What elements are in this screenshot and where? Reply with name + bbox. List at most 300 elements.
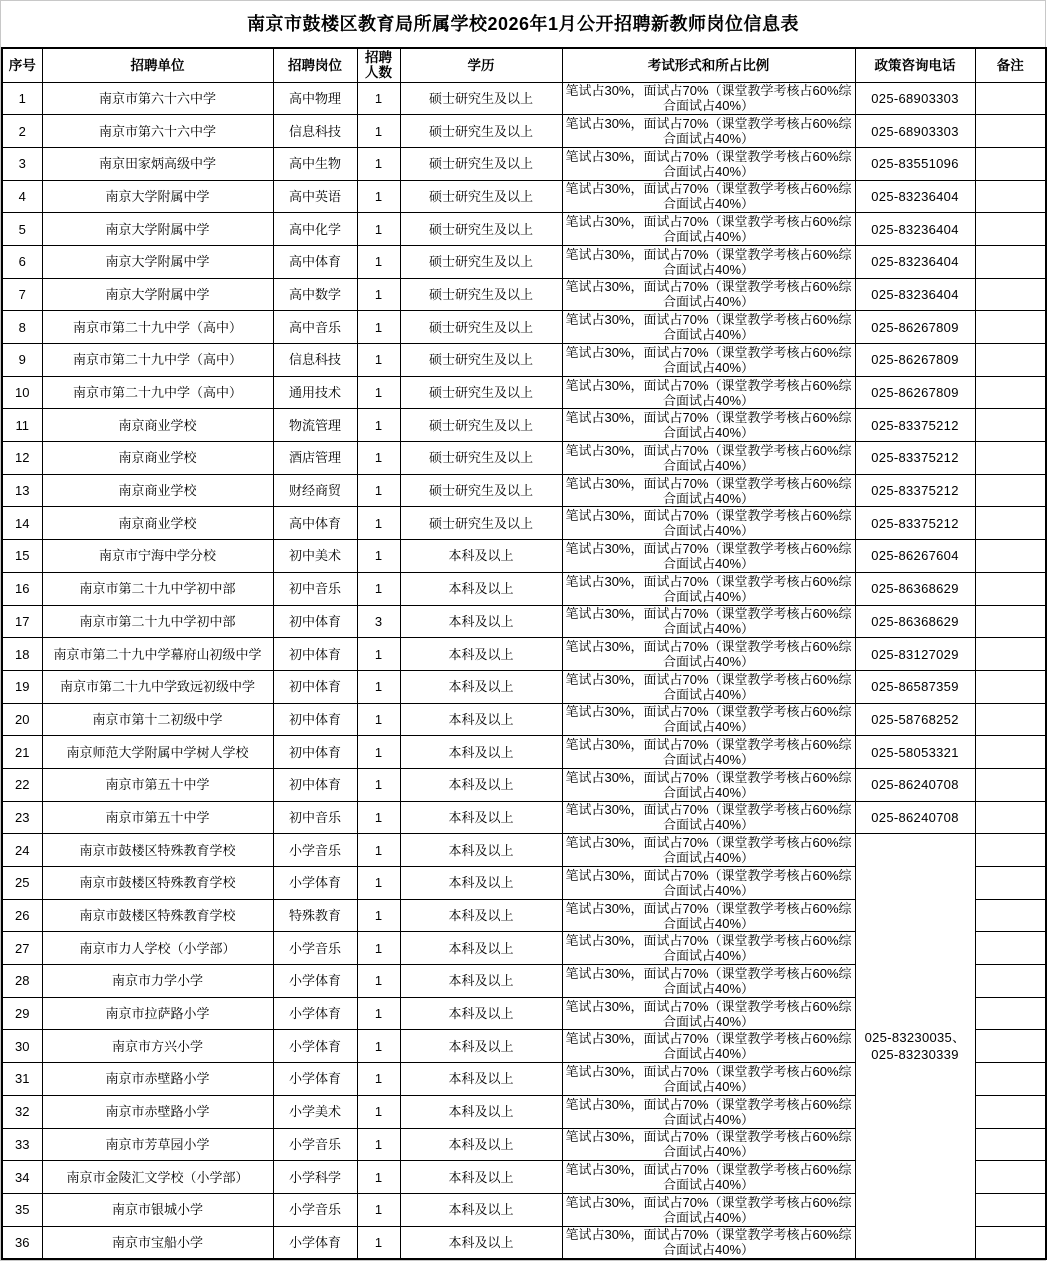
cell-exam: 笔试占30%，面试占70%（课堂教学考核占60%综合面试占40%）	[562, 245, 855, 278]
cell-remark	[975, 834, 1046, 867]
cell-remark	[975, 867, 1046, 900]
cell-unit: 南京大学附属中学	[42, 180, 273, 213]
cell-unit: 南京市鼓楼区特殊教育学校	[42, 834, 273, 867]
cell-remark	[975, 768, 1046, 801]
cell-remark	[975, 1193, 1046, 1226]
cell-position: 物流管理	[273, 409, 357, 442]
table-body	[2, 82, 1046, 1259]
table-row	[2, 245, 1046, 278]
cell-position: 高中生物	[273, 147, 357, 180]
cell-position: 高中体育	[273, 245, 357, 278]
table-row	[2, 507, 1046, 540]
cell-no: 32	[2, 1095, 42, 1128]
table-row	[2, 311, 1046, 344]
cell-education: 硕士研究生及以上	[400, 115, 562, 148]
cell-remark	[975, 82, 1046, 115]
cell-position: 小学体育	[273, 867, 357, 900]
cell-no: 17	[2, 605, 42, 638]
cell-unit: 南京市拉萨路小学	[42, 997, 273, 1030]
cell-education: 硕士研究生及以上	[400, 213, 562, 246]
cell-exam: 笔试占30%，面试占70%（课堂教学考核占60%综合面试占40%）	[562, 180, 855, 213]
cell-count: 1	[357, 965, 400, 998]
cell-education: 本科及以上	[400, 736, 562, 769]
cell-phone: 025-83375212	[855, 474, 975, 507]
cell-position: 高中数学	[273, 278, 357, 311]
cell-position: 小学音乐	[273, 1193, 357, 1226]
table-row	[2, 409, 1046, 442]
cell-position: 高中英语	[273, 180, 357, 213]
cell-phone: 025-86267809	[855, 344, 975, 377]
cell-exam: 笔试占30%，面试占70%（课堂教学考核占60%综合面试占40%）	[562, 703, 855, 736]
cell-education: 硕士研究生及以上	[400, 474, 562, 507]
cell-exam: 笔试占30%，面试占70%（课堂教学考核占60%综合面试占40%）	[562, 801, 855, 834]
cell-position: 小学体育	[273, 1063, 357, 1096]
cell-remark	[975, 311, 1046, 344]
cell-count: 1	[357, 115, 400, 148]
col-header-unit: 招聘单位	[42, 48, 273, 82]
cell-no: 4	[2, 180, 42, 213]
cell-count: 1	[357, 638, 400, 671]
cell-no: 24	[2, 834, 42, 867]
cell-education: 本科及以上	[400, 605, 562, 638]
cell-position: 小学体育	[273, 1226, 357, 1259]
table-row	[2, 768, 1046, 801]
cell-education: 本科及以上	[400, 867, 562, 900]
cell-unit: 南京市第二十九中学幕府山初级中学	[42, 638, 273, 671]
cell-no: 13	[2, 474, 42, 507]
cell-unit: 南京商业学校	[42, 474, 273, 507]
cell-remark	[975, 965, 1046, 998]
cell-count: 1	[357, 409, 400, 442]
cell-unit: 南京师范大学附属中学树人学校	[42, 736, 273, 769]
cell-remark	[975, 1030, 1046, 1063]
cell-education: 硕士研究生及以上	[400, 442, 562, 475]
cell-unit: 南京市第二十九中学（高中）	[42, 344, 273, 377]
cell-exam: 笔试占30%，面试占70%（课堂教学考核占60%综合面试占40%）	[562, 1128, 855, 1161]
col-header-count: 招聘人数	[357, 48, 400, 82]
cell-phone: 025-83375212	[855, 442, 975, 475]
cell-unit: 南京市第二十九中学致远初级中学	[42, 670, 273, 703]
cell-phone: 025-86240708	[855, 801, 975, 834]
cell-position: 初中音乐	[273, 572, 357, 605]
cell-count: 1	[357, 1193, 400, 1226]
cell-unit: 南京大学附属中学	[42, 278, 273, 311]
cell-count: 1	[357, 801, 400, 834]
cell-exam: 笔试占30%，面试占70%（课堂教学考核占60%综合面试占40%）	[562, 670, 855, 703]
cell-no: 14	[2, 507, 42, 540]
cell-remark	[975, 605, 1046, 638]
cell-exam: 笔试占30%，面试占70%（课堂教学考核占60%综合面试占40%）	[562, 442, 855, 475]
cell-education: 硕士研究生及以上	[400, 147, 562, 180]
table-row	[2, 605, 1046, 638]
cell-remark	[975, 540, 1046, 573]
cell-unit: 南京市第六十六中学	[42, 115, 273, 148]
cell-exam: 笔试占30%，面试占70%（课堂教学考核占60%综合面试占40%）	[562, 540, 855, 573]
cell-remark	[975, 180, 1046, 213]
cell-phone: 025-86267809	[855, 376, 975, 409]
cell-count: 1	[357, 1095, 400, 1128]
cell-position: 初中美术	[273, 540, 357, 573]
cell-exam: 笔试占30%，面试占70%（课堂教学考核占60%综合面试占40%）	[562, 638, 855, 671]
cell-no: 1	[2, 82, 42, 115]
cell-position: 初中音乐	[273, 801, 357, 834]
cell-no: 18	[2, 638, 42, 671]
cell-unit: 南京大学附属中学	[42, 245, 273, 278]
cell-no: 22	[2, 768, 42, 801]
cell-count: 1	[357, 670, 400, 703]
cell-position: 高中化学	[273, 213, 357, 246]
cell-remark	[975, 115, 1046, 148]
cell-remark	[975, 245, 1046, 278]
cell-count: 3	[357, 605, 400, 638]
cell-no: 15	[2, 540, 42, 573]
cell-count: 1	[357, 540, 400, 573]
cell-count: 1	[357, 213, 400, 246]
cell-no: 20	[2, 703, 42, 736]
cell-remark	[975, 1063, 1046, 1096]
table-row	[2, 442, 1046, 475]
col-header-education: 学历	[400, 48, 562, 82]
cell-education: 本科及以上	[400, 997, 562, 1030]
cell-exam: 笔试占30%，面试占70%（课堂教学考核占60%综合面试占40%）	[562, 899, 855, 932]
cell-unit: 南京市宁海中学分校	[42, 540, 273, 573]
cell-unit: 南京市鼓楼区特殊教育学校	[42, 899, 273, 932]
cell-phone: 025-83375212	[855, 507, 975, 540]
cell-count: 1	[357, 899, 400, 932]
cell-no: 19	[2, 670, 42, 703]
table-row	[2, 670, 1046, 703]
cell-exam: 笔试占30%，面试占70%（课堂教学考核占60%综合面试占40%）	[562, 1095, 855, 1128]
cell-exam: 笔试占30%，面试占70%（课堂教学考核占60%综合面试占40%）	[562, 213, 855, 246]
cell-no: 12	[2, 442, 42, 475]
cell-phone: 025-86267604	[855, 540, 975, 573]
cell-count: 1	[357, 147, 400, 180]
cell-position: 初中体育	[273, 670, 357, 703]
cell-education: 本科及以上	[400, 1128, 562, 1161]
cell-remark	[975, 442, 1046, 475]
table-row	[2, 180, 1046, 213]
cell-remark	[975, 801, 1046, 834]
cell-remark	[975, 213, 1046, 246]
table-row	[2, 572, 1046, 605]
cell-no: 29	[2, 997, 42, 1030]
cell-unit: 南京市赤壁路小学	[42, 1063, 273, 1096]
cell-no: 27	[2, 932, 42, 965]
cell-no: 26	[2, 899, 42, 932]
cell-no: 25	[2, 867, 42, 900]
cell-position: 初中体育	[273, 703, 357, 736]
cell-unit: 南京市第二十九中学初中部	[42, 572, 273, 605]
cell-unit: 南京市方兴小学	[42, 1030, 273, 1063]
cell-exam: 笔试占30%，面试占70%（课堂教学考核占60%综合面试占40%）	[562, 115, 855, 148]
cell-remark	[975, 474, 1046, 507]
cell-no: 31	[2, 1063, 42, 1096]
cell-exam: 笔试占30%，面试占70%（课堂教学考核占60%综合面试占40%）	[562, 736, 855, 769]
cell-position: 小学音乐	[273, 932, 357, 965]
cell-no: 8	[2, 311, 42, 344]
col-header-phone: 政策咨询电话	[855, 48, 975, 82]
recruitment-table	[1, 47, 1047, 1260]
cell-education: 本科及以上	[400, 899, 562, 932]
cell-no: 10	[2, 376, 42, 409]
cell-no: 16	[2, 572, 42, 605]
cell-unit: 南京市赤壁路小学	[42, 1095, 273, 1128]
table-row	[2, 115, 1046, 148]
cell-education: 本科及以上	[400, 1095, 562, 1128]
cell-position: 高中音乐	[273, 311, 357, 344]
cell-education: 本科及以上	[400, 801, 562, 834]
table-row	[2, 801, 1046, 834]
cell-count: 1	[357, 507, 400, 540]
cell-no: 11	[2, 409, 42, 442]
cell-exam: 笔试占30%，面试占70%（课堂教学考核占60%综合面试占40%）	[562, 834, 855, 867]
col-header-no: 序号	[2, 48, 42, 82]
cell-position: 小学音乐	[273, 1128, 357, 1161]
cell-exam: 笔试占30%，面试占70%（课堂教学考核占60%综合面试占40%）	[562, 768, 855, 801]
cell-count: 1	[357, 867, 400, 900]
cell-no: 28	[2, 965, 42, 998]
cell-no: 9	[2, 344, 42, 377]
cell-phone: 025-68903303	[855, 82, 975, 115]
cell-exam: 笔试占30%，面试占70%（课堂教学考核占60%综合面试占40%）	[562, 572, 855, 605]
cell-count: 1	[357, 82, 400, 115]
table-row	[2, 376, 1046, 409]
cell-phone: 025-83375212	[855, 409, 975, 442]
cell-no: 7	[2, 278, 42, 311]
cell-phone: 025-83236404	[855, 213, 975, 246]
cell-phone: 025-86587359	[855, 670, 975, 703]
header-row	[2, 48, 1046, 82]
cell-position: 小学科学	[273, 1161, 357, 1194]
cell-count: 1	[357, 245, 400, 278]
cell-count: 1	[357, 344, 400, 377]
cell-count: 1	[357, 1063, 400, 1096]
cell-phone: 025-83236404	[855, 278, 975, 311]
cell-count: 1	[357, 1128, 400, 1161]
cell-exam: 笔试占30%，面试占70%（课堂教学考核占60%综合面试占40%）	[562, 147, 855, 180]
cell-position: 酒店管理	[273, 442, 357, 475]
cell-education: 硕士研究生及以上	[400, 409, 562, 442]
cell-remark	[975, 1128, 1046, 1161]
cell-education: 本科及以上	[400, 540, 562, 573]
cell-unit: 南京市力学小学	[42, 965, 273, 998]
cell-count: 1	[357, 180, 400, 213]
cell-unit: 南京市第五十中学	[42, 801, 273, 834]
table-row	[2, 344, 1046, 377]
cell-count: 1	[357, 997, 400, 1030]
table-row	[2, 703, 1046, 736]
cell-unit: 南京市鼓楼区特殊教育学校	[42, 867, 273, 900]
cell-education: 本科及以上	[400, 932, 562, 965]
cell-remark	[975, 147, 1046, 180]
cell-no: 30	[2, 1030, 42, 1063]
cell-phone: 025-58768252	[855, 703, 975, 736]
cell-education: 本科及以上	[400, 834, 562, 867]
cell-remark	[975, 899, 1046, 932]
cell-exam: 笔试占30%，面试占70%（课堂教学考核占60%综合面试占40%）	[562, 605, 855, 638]
cell-remark	[975, 507, 1046, 540]
cell-unit: 南京市力人学校（小学部）	[42, 932, 273, 965]
cell-unit: 南京市芳草园小学	[42, 1128, 273, 1161]
cell-position: 特殊教育	[273, 899, 357, 932]
cell-remark	[975, 997, 1046, 1030]
cell-education: 硕士研究生及以上	[400, 82, 562, 115]
cell-exam: 笔试占30%，面试占70%（课堂教学考核占60%综合面试占40%）	[562, 965, 855, 998]
cell-phone: 025-86368629	[855, 572, 975, 605]
cell-unit: 南京市第六十六中学	[42, 82, 273, 115]
cell-education: 本科及以上	[400, 1193, 562, 1226]
cell-count: 1	[357, 736, 400, 769]
cell-education: 本科及以上	[400, 638, 562, 671]
cell-exam: 笔试占30%，面试占70%（课堂教学考核占60%综合面试占40%）	[562, 1063, 855, 1096]
cell-remark	[975, 1226, 1046, 1259]
cell-remark	[975, 1161, 1046, 1194]
cell-phone: 025-83551096	[855, 147, 975, 180]
cell-exam: 笔试占30%，面试占70%（课堂教学考核占60%综合面试占40%）	[562, 311, 855, 344]
cell-education: 硕士研究生及以上	[400, 507, 562, 540]
cell-remark	[975, 278, 1046, 311]
table-row	[2, 736, 1046, 769]
cell-count: 1	[357, 474, 400, 507]
cell-exam: 笔试占30%，面试占70%（课堂教学考核占60%综合面试占40%）	[562, 474, 855, 507]
cell-count: 1	[357, 834, 400, 867]
cell-exam: 笔试占30%，面试占70%（课堂教学考核占60%综合面试占40%）	[562, 997, 855, 1030]
cell-remark	[975, 409, 1046, 442]
cell-education: 本科及以上	[400, 1226, 562, 1259]
cell-phone: 025-83236404	[855, 180, 975, 213]
cell-exam: 笔试占30%，面试占70%（课堂教学考核占60%综合面试占40%）	[562, 1226, 855, 1259]
cell-unit: 南京商业学校	[42, 409, 273, 442]
col-header-remark: 备注	[975, 48, 1046, 82]
cell-count: 1	[357, 442, 400, 475]
page-title: 南京市鼓楼区教育局所属学校2026年1月公开招聘新教师岗位信息表	[246, 14, 800, 34]
merged-phone-line-2: 025-83230339	[871, 1047, 959, 1063]
cell-exam: 笔试占30%，面试占70%（课堂教学考核占60%综合面试占40%）	[562, 867, 855, 900]
cell-education: 本科及以上	[400, 1161, 562, 1194]
cell-no: 36	[2, 1226, 42, 1259]
cell-position: 小学体育	[273, 997, 357, 1030]
cell-remark	[975, 638, 1046, 671]
cell-position: 小学音乐	[273, 834, 357, 867]
cell-unit: 南京田家炳高级中学	[42, 147, 273, 180]
cell-unit: 南京商业学校	[42, 442, 273, 475]
cell-unit: 南京市第十二初级中学	[42, 703, 273, 736]
cell-remark	[975, 572, 1046, 605]
cell-unit: 南京市金陵汇文学校（小学部）	[42, 1161, 273, 1194]
cell-unit: 南京市宝船小学	[42, 1226, 273, 1259]
cell-no: 34	[2, 1161, 42, 1194]
cell-position: 高中体育	[273, 507, 357, 540]
cell-education: 本科及以上	[400, 670, 562, 703]
cell-exam: 笔试占30%，面试占70%（课堂教学考核占60%综合面试占40%）	[562, 376, 855, 409]
cell-exam: 笔试占30%，面试占70%（课堂教学考核占60%综合面试占40%）	[562, 507, 855, 540]
cell-no: 35	[2, 1193, 42, 1226]
cell-no: 6	[2, 245, 42, 278]
cell-no: 23	[2, 801, 42, 834]
table-row	[2, 638, 1046, 671]
cell-position: 初中体育	[273, 605, 357, 638]
cell-count: 1	[357, 572, 400, 605]
cell-education: 硕士研究生及以上	[400, 245, 562, 278]
cell-exam: 笔试占30%，面试占70%（课堂教学考核占60%综合面试占40%）	[562, 344, 855, 377]
cell-phone: 025-86240708	[855, 768, 975, 801]
cell-exam: 笔试占30%，面试占70%（课堂教学考核占60%综合面试占40%）	[562, 278, 855, 311]
cell-phone: 025-68903303	[855, 115, 975, 148]
cell-position: 小学体育	[273, 965, 357, 998]
cell-exam: 笔试占30%，面试占70%（课堂教学考核占60%综合面试占40%）	[562, 409, 855, 442]
cell-count: 1	[357, 703, 400, 736]
cell-unit: 南京大学附属中学	[42, 213, 273, 246]
table-row	[2, 474, 1046, 507]
cell-phone: 025-86368629	[855, 605, 975, 638]
cell-exam: 笔试占30%，面试占70%（课堂教学考核占60%综合面试占40%）	[562, 1030, 855, 1063]
cell-count: 1	[357, 1161, 400, 1194]
table-row	[2, 834, 1046, 867]
cell-position: 高中物理	[273, 82, 357, 115]
cell-position: 初中体育	[273, 768, 357, 801]
cell-education: 本科及以上	[400, 703, 562, 736]
cell-education: 本科及以上	[400, 1063, 562, 1096]
table-row	[2, 278, 1046, 311]
cell-education: 硕士研究生及以上	[400, 311, 562, 344]
cell-position: 通用技术	[273, 376, 357, 409]
cell-no: 3	[2, 147, 42, 180]
cell-education: 本科及以上	[400, 1030, 562, 1063]
cell-phone: 025-83127029	[855, 638, 975, 671]
cell-education: 本科及以上	[400, 572, 562, 605]
cell-education: 硕士研究生及以上	[400, 344, 562, 377]
cell-count: 1	[357, 768, 400, 801]
cell-no: 5	[2, 213, 42, 246]
cell-unit: 南京市第二十九中学（高中）	[42, 376, 273, 409]
cell-remark	[975, 736, 1046, 769]
cell-unit: 南京市第五十中学	[42, 768, 273, 801]
merged-phone-line-1: 025-83230035、	[864, 1030, 966, 1046]
cell-count: 1	[357, 278, 400, 311]
cell-phone: 025-58053321	[855, 736, 975, 769]
table-row	[2, 147, 1046, 180]
cell-count: 1	[357, 1226, 400, 1259]
cell-position: 初中体育	[273, 638, 357, 671]
cell-count: 1	[357, 932, 400, 965]
cell-phone-merged	[855, 834, 975, 1259]
cell-no: 33	[2, 1128, 42, 1161]
cell-exam: 笔试占30%，面试占70%（课堂教学考核占60%综合面试占40%）	[562, 1161, 855, 1194]
cell-count: 1	[357, 1030, 400, 1063]
cell-no: 21	[2, 736, 42, 769]
cell-phone: 025-83236404	[855, 245, 975, 278]
cell-remark	[975, 670, 1046, 703]
cell-phone: 025-86267809	[855, 311, 975, 344]
table-row	[2, 540, 1046, 573]
cell-no: 2	[2, 115, 42, 148]
cell-position: 财经商贸	[273, 474, 357, 507]
cell-remark	[975, 376, 1046, 409]
cell-education: 本科及以上	[400, 768, 562, 801]
cell-unit: 南京市第二十九中学（高中）	[42, 311, 273, 344]
table-row	[2, 82, 1046, 115]
cell-education: 硕士研究生及以上	[400, 376, 562, 409]
cell-remark	[975, 1095, 1046, 1128]
cell-unit: 南京市银城小学	[42, 1193, 273, 1226]
cell-exam: 笔试占30%，面试占70%（课堂教学考核占60%综合面试占40%）	[562, 932, 855, 965]
cell-education: 硕士研究生及以上	[400, 180, 562, 213]
col-header-exam: 考试形式和所占比例	[562, 48, 855, 82]
table-row	[2, 213, 1046, 246]
cell-count: 1	[357, 376, 400, 409]
cell-position: 初中体育	[273, 736, 357, 769]
cell-exam: 笔试占30%，面试占70%（课堂教学考核占60%综合面试占40%）	[562, 82, 855, 115]
